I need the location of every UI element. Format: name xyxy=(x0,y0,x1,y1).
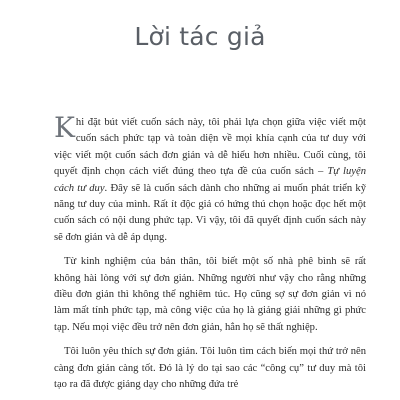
drop-cap-letter: K xyxy=(54,111,75,144)
chapter-title: Lời tác giả xyxy=(134,22,266,51)
paragraph-3: Tôi luôn yêu thích sự đơn giản. Tôi luôn tìm cách biến mọi thứ trở nên càng đơn giản càng tốt. Đó là lý do tại sao các “công cụ” tư duy mà tôi tạo ra đã được giảng dạy cho những đứa trẻ xyxy=(54,346,366,391)
paragraph-1 xyxy=(54,111,366,246)
book-title-italic: Tự luyện cách tư duy xyxy=(54,166,366,194)
body-text xyxy=(54,111,366,394)
paragraph-1-text-start: hi đặt bút viết cuốn sách này, tôi phải lựa chọn giữa việc viết một cuốn sách phức tạp và toàn diện về mọi khía cạnh của tư duy với việc viết một cuốn sách đơn giản và dễ hiểu hơn nhiều. Cuối cùng, tôi quyết định chọn cách viết đúng theo tựa đề của cuốn sách – xyxy=(54,117,366,178)
paragraph-1-text-end: . Đây sẽ là cuốn sách dành cho những ai muốn phát triển kỹ năng tư duy của mình. Rất ít độc giả có hứng thú chọn hoặc đọc hết một cuốn sách có nội dung phức tạp. Vì vậy, tôi đã quyết định cuốn sách này sẽ đơn giản và dễ áp dụng. xyxy=(54,182,366,243)
paragraph-2: Từ kinh nghiệm của bản thân, tôi biết một số nhà phê bình sẽ rất không hài lòng với sự đơn giản. Những người như vậy cho rằng những điều đơn giản thì không thể nghiêm túc. Họ cũng sợ sự đơn giản vì nó làm mất tính phức tạp, mà công việc của họ là giảng giải những gì phức tạp. Nếu mọi việc đều trở nên đơn giản, hẳn họ sẽ thất nghiệp. xyxy=(54,256,366,333)
